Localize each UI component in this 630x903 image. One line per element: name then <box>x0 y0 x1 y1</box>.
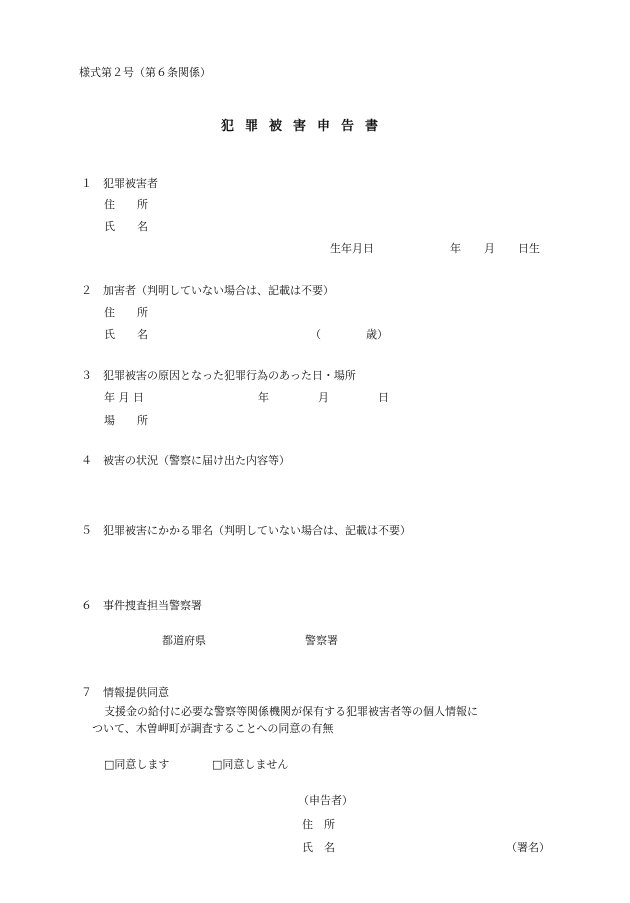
crime-date-label: 年 月 日 <box>104 391 144 404</box>
section-4-heading: ４ 被害の状況（警察に届け出た内容等） <box>81 454 290 467</box>
disagree-checkbox[interactable]: □同意しません <box>212 758 289 771</box>
consent-text-line-2: ついて、木曽岬町が調査することへの同意の有無 <box>92 722 334 735</box>
birthdate-label: 生年月日 <box>330 242 374 255</box>
section-1-heading: １ 犯罪被害者 <box>81 177 158 190</box>
victim-name-label: 氏 名 <box>104 220 148 233</box>
section-3-heading: ３ 犯罪被害の原因となった犯罪行為のあった日・場所 <box>81 369 356 382</box>
section-5-heading: ５ 犯罪被害にかかる罪名（判明していない場合は、記載は不要） <box>81 524 411 537</box>
offender-address-label: 住 所 <box>104 306 148 319</box>
age-open-paren: （ <box>310 328 321 341</box>
agree-checkbox[interactable]: □同意します <box>104 758 170 771</box>
applicant-label: （申告者） <box>298 794 353 807</box>
crime-year-label: 年 <box>258 391 269 404</box>
birth-day-label: 日生 <box>518 242 540 255</box>
consent-text-line-1: 支援金の給付に必要な警察等関係機関が保有する犯罪被害者等の個人情報に <box>104 705 478 718</box>
document-title: 犯罪被害申告書 <box>221 119 390 134</box>
applicant-address-label: 住 所 <box>302 818 335 831</box>
prefecture-label: 都道府県 <box>162 634 206 647</box>
birth-month-label: 月 <box>484 242 495 255</box>
section-6-heading: ６ 事件捜査担当警察署 <box>81 599 202 612</box>
signature-label: （署名） <box>506 841 550 854</box>
offender-name-label: 氏 名 <box>104 328 148 341</box>
age-label: 歳） <box>366 328 388 341</box>
crime-place-label: 場 所 <box>104 414 148 427</box>
birth-year-label: 年 <box>450 242 461 255</box>
section-2-heading: ２ 加害者（判明していない場合は、記載は不要） <box>81 284 334 297</box>
victim-address-label: 住 所 <box>104 198 148 211</box>
form-number: 様式第２号（第６条関係） <box>79 66 211 79</box>
police-station-label: 警察署 <box>305 634 338 647</box>
crime-day-label: 日 <box>378 391 389 404</box>
applicant-name-label: 氏 名 <box>302 841 335 854</box>
section-7-heading: ７ 情報提供同意 <box>81 686 169 699</box>
crime-month-label: 月 <box>318 391 329 404</box>
